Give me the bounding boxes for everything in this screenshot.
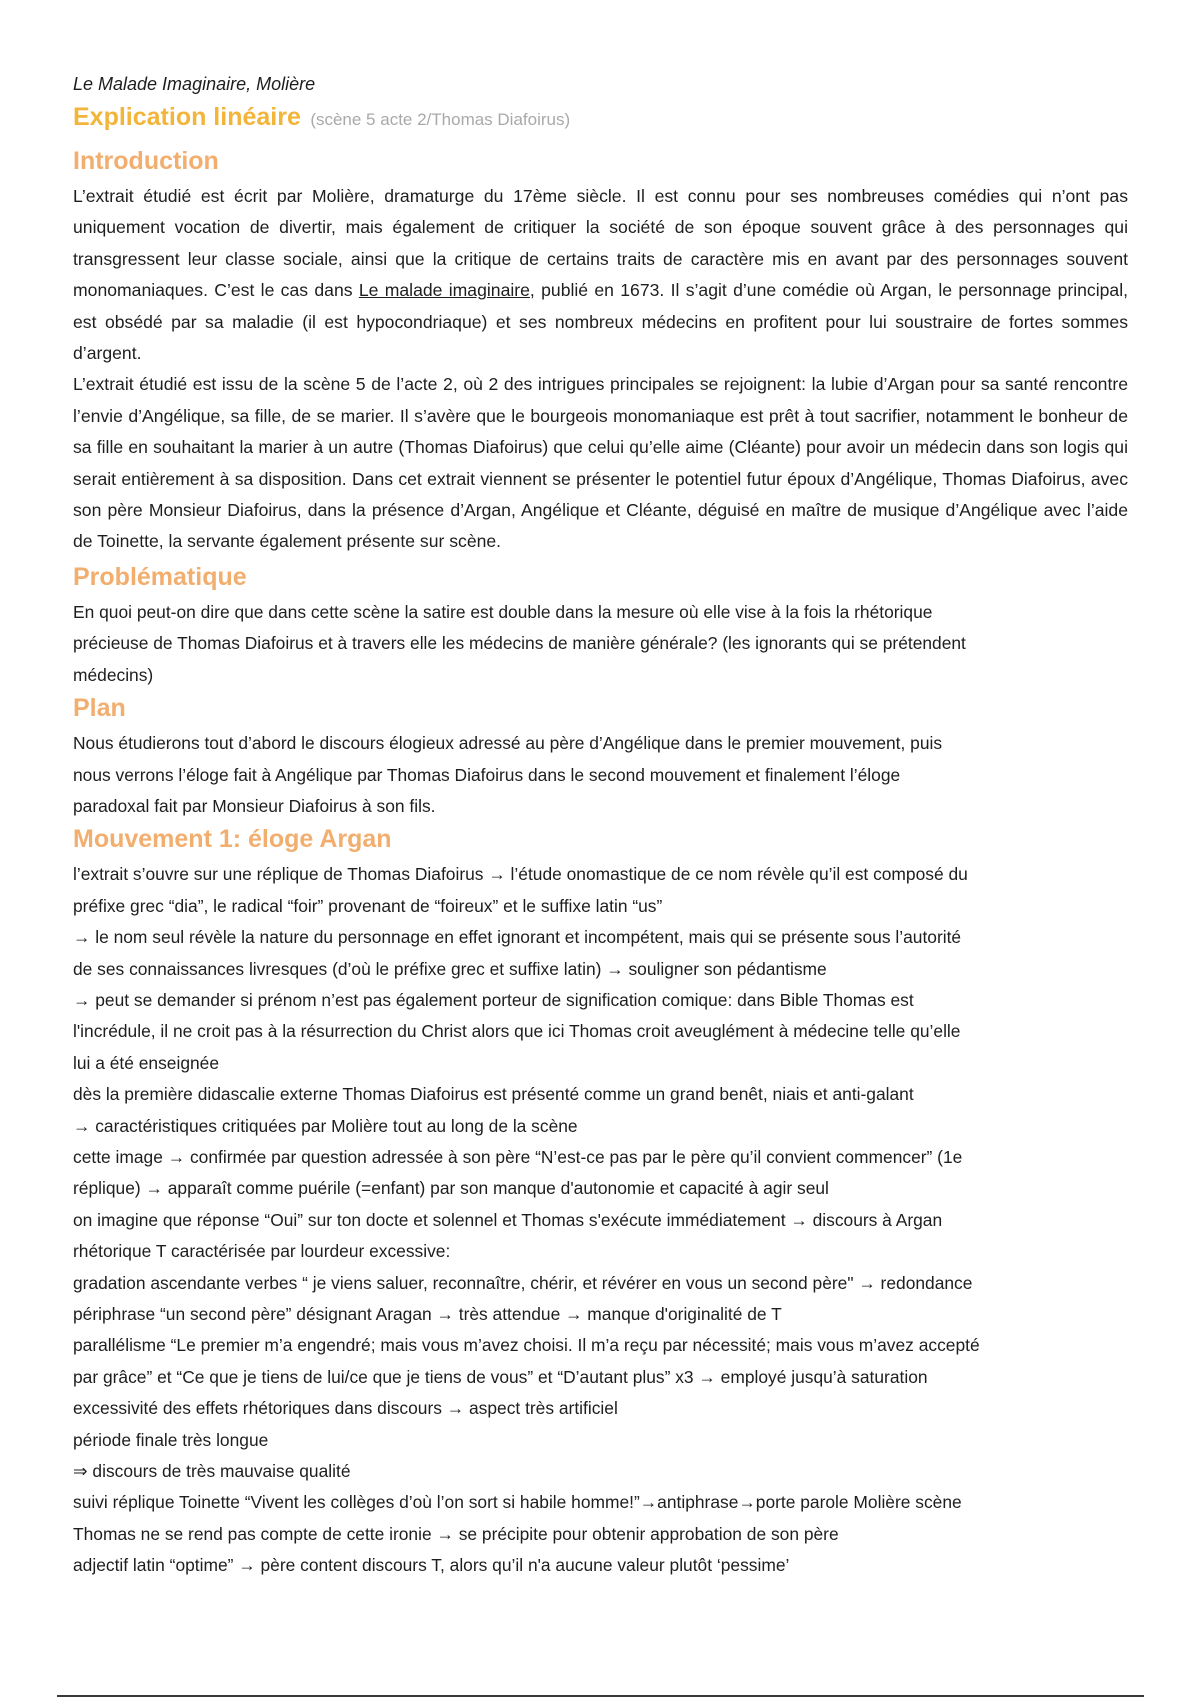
mouvement1-line: gradation ascendante verbes “ je viens saluer, reconnaître, chérir, et révérer en vous un second père" → redondance — [73, 1272, 973, 1293]
mouvement1-line: préfixe grec “dia”, le radical “foir” provenant de “foireux” et le suffixe latin “us” — [73, 895, 663, 916]
mouvement1-line: l'incrédule, il ne croit pas à la résurrection du Christ alors que ici Thomas croit aveuglément à médecine telle qu’elle — [73, 1021, 961, 1042]
mouvement1-line: → peut se demander si prénom n’est pas également porteur de signification comique: dans Bible Thomas est — [73, 989, 914, 1010]
mouvement1-line: dès la première didascalie externe Thomas Diafoirus est présenté comme un grand benêt, niais et anti-galant — [73, 1084, 914, 1105]
mouvement1-line: réplique) → apparaît comme puérile (=enfant) par son manque d'autonomie et capacité à agir seul — [73, 1178, 829, 1199]
mouvement1-line: cette image → confirmée par question adressée à son père “N’est-ce pas par le père qu’il convient commencer” (1e — [73, 1146, 963, 1167]
mouvement1-line: de ses connaissances livresques (d’où le préfixe grec et suffixe latin) → souligner son pédantisme — [73, 958, 827, 979]
document-title: Le Malade Imaginaire, Molière — [73, 74, 316, 94]
mouvement1-line: lui a été enseignée — [73, 1052, 220, 1073]
mouvement1-heading: Mouvement 1: éloge Argan — [73, 825, 392, 854]
mouvement1-text — [73, 859, 1128, 1581]
problematique-line: médecins) — [73, 664, 154, 685]
intro-p1-text-b: , publié en 1673. Il s’agit d’une comédie où Argan, le personnage principal, est obsédé par sa maladie (il est hypocondriaque) et ses nombreux médecins en profitent pour lui soustraire de fortes sommes d’argent. — [73, 280, 1129, 364]
mouvement1-line: parallélisme “Le premier m’a engendré; mais vous m’avez choisi. Il m’a reçu par nécessité; mais vous m’avez accepté — [73, 1335, 980, 1356]
plan-line: paradoxal fait par Monsieur Diafoirus à son fils. — [73, 795, 436, 816]
plan-text — [73, 728, 1128, 822]
plan-heading: Plan — [73, 694, 126, 723]
mouvement1-line: on imagine que réponse “Oui” sur ton docte et solennel et Thomas s'exécute immédiatement → discours à Argan — [73, 1209, 943, 1230]
problematique-heading: Problématique — [73, 562, 247, 591]
problematique-line: En quoi peut-on dire que dans cette scène la satire est double dans la mesure où elle vise à la fois la rhétorique — [73, 601, 933, 622]
mouvement1-line: excessivité des effets rhétoriques dans discours → aspect très artificiel — [73, 1398, 618, 1419]
introduction-paragraph-2: L’extrait étudié est issu de la scène 5 de l’acte 2, où 2 des intrigues principales se rejoignent: la lubie d’Argan pour sa santé rencontre l’envie d’Angélique, sa fille, de se marier. Il s’avère que le bourgeois monomaniaque est prêt à tout sacrifier, notamment le bonheur de sa fille en souhaitant la marier à un autre (Thomas Diafoirus) que celui qu’elle aime (Cléante) pour avoir un médecin dans son logis qui serait entièrement à sa disposition. Dans cet extrait viennent se présenter le potentiel futur époux d’Angélique, Thomas Diafoirus, avec son père Monsieur Diafoirus, dans la présence d’Argan, Angélique et Cléante, déguisé en maître de musique d’Angélique avec l’aide de Toinette, la servante également présente sur scène. — [73, 374, 1128, 552]
problematique-line: précieuse de Thomas Diafoirus et à travers elle les médecins de manière générale? (les ignorants qui se prétendent — [73, 633, 966, 654]
mouvement1-line: adjectif latin “optime” → père content discours T, alors qu’il n'a aucune valeur plutôt ‘pessime’ — [73, 1555, 790, 1576]
document-page — [73, 72, 1128, 1582]
mouvement1-line: → le nom seul révèle la nature du personnage en effet ignorant et incompétent, mais qui se présente sous l’autorité — [73, 927, 962, 948]
main-heading — [73, 100, 1128, 138]
introduction-heading: Introduction — [73, 147, 219, 175]
mouvement1-line: période finale très longue — [73, 1429, 269, 1450]
mouvement1-line: rhétorique T caractérisée par lourdeur excessive: — [73, 1241, 451, 1262]
plan-line: nous verrons l’éloge fait à Angélique par Thomas Diafoirus dans le second mouvement et finalement l’éloge — [73, 764, 901, 785]
mouvement1-line: suivi réplique Toinette “Vivent les collèges d’où l’on sort si habile homme!”→antiphrase→porte parole Molière scène — [73, 1492, 962, 1513]
plan-line: Nous étudierons tout d’abord le discours élogieux adressé au père d’Angélique dans le premier mouvement, puis — [73, 733, 943, 754]
mouvement1-line: Thomas ne se rend pas compte de cette ironie → se précipite pour obtenir approbation de son père — [73, 1523, 839, 1544]
work-title-underlined: Le malade imaginaire — [358, 280, 530, 301]
main-heading-title: Explication linéaire — [73, 103, 301, 131]
intro-p1-text-a: L’extrait étudié est écrit par Molière, dramaturge du 17ème siècle. Il est connu pour ses nombreuses comédies qui n’ont pas uniquement vocation de divertir, mais également de critiquer la société de son époque souvent grâce à des personnages qui transgressent leur classe sociale, ainsi que la critique de certains traits de caractère mis en avant par des personnages souvent monomaniaques. C’est le cas dans — [73, 186, 1128, 301]
main-heading-subtitle: (scène 5 acte 2/Thomas Diafoirus) — [310, 110, 571, 129]
introduction-paragraph-1 — [73, 181, 1128, 369]
problematique-text — [73, 597, 1128, 691]
mouvement1-line: → caractéristiques critiquées par Molière tout au long de la scène — [73, 1115, 578, 1136]
mouvement1-line: par grâce” et “Ce que je tiens de lui/ce que je tiens de vous” et “D’autant plus” x3 → employé jusqu’à saturation — [73, 1366, 928, 1387]
mouvement1-line: l’extrait s’ouvre sur une réplique de Thomas Diafoirus → l’étude onomastique de ce nom révèle qu’il est composé du — [73, 864, 968, 885]
footer-divider — [57, 1695, 1144, 1697]
mouvement1-line: périphrase “un second père” désignant Aragan → très attendue → manque d'originalité de T — [73, 1304, 782, 1324]
mouvement1-line: ⇒ discours de très mauvaise qualité — [73, 1461, 351, 1482]
